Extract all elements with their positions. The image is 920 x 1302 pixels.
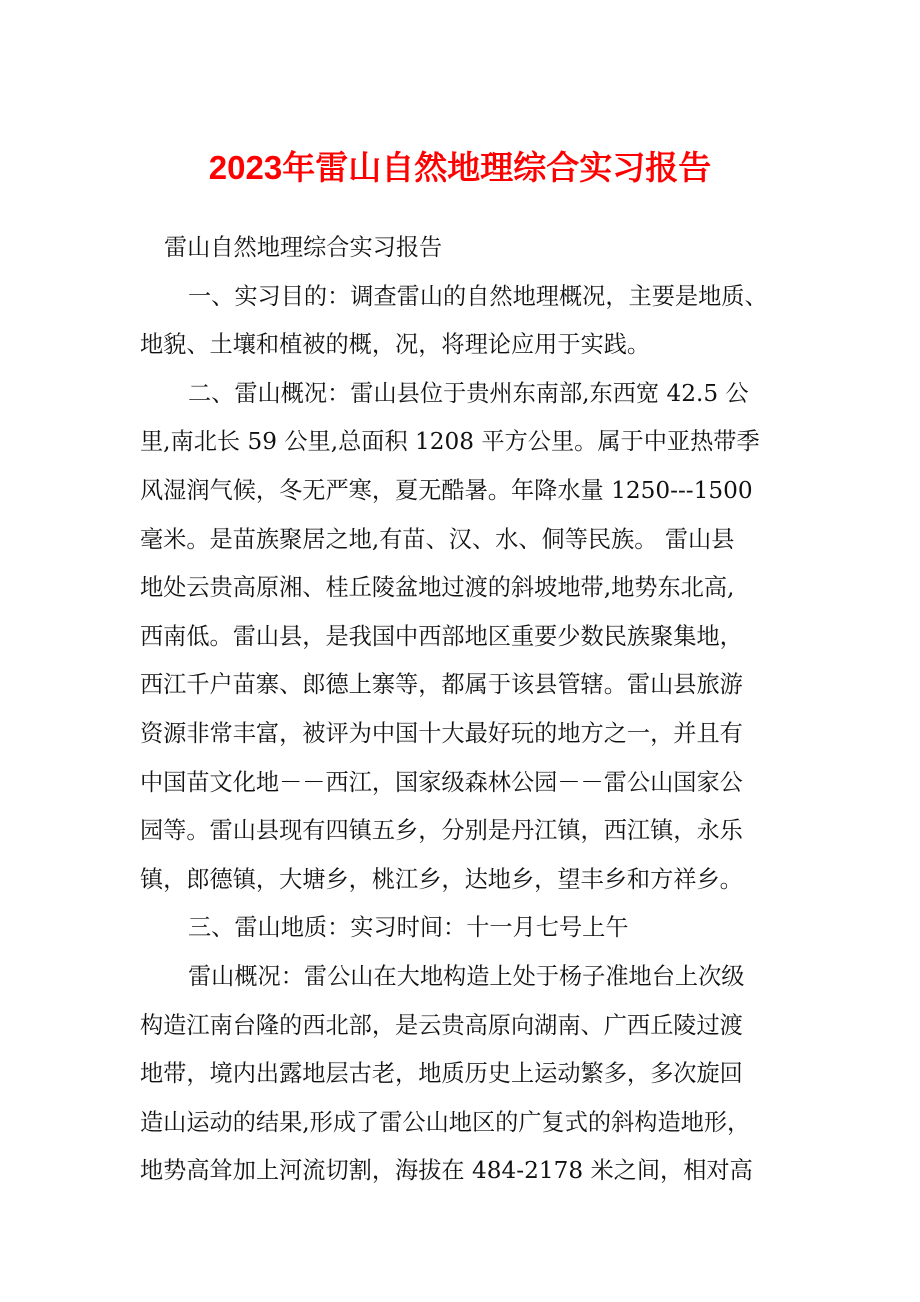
document-title: 2023年雷山自然地理综合实习报告 bbox=[208, 149, 712, 186]
text-line: 地貌、土壤和植被的概，况，将理论应用于实践。 bbox=[140, 331, 651, 359]
text-line: 资源非常丰富，被评为中国十大最好玩的地方之一，并且有 bbox=[140, 719, 743, 747]
text-line: 西南低。雷山县，是我国中西部地区重要少数民族聚集地， bbox=[140, 622, 743, 650]
text-line: 一、实习目的：调查雷山的自然地理概况，主要是地质、 bbox=[188, 282, 768, 310]
text-line: 里,南北长 59 公里,总面积 1208 平方公里。属于中亚热带季 bbox=[140, 428, 760, 456]
text-line: 造山运动的结果,形成了雷公山地区的广复式的斜构造地形， bbox=[140, 1108, 751, 1136]
text-line: 毫米。是苗族聚居之地,有苗、汉、水、侗等民族。 雷山县 bbox=[140, 525, 735, 553]
text-line: 雷山概况：雷公山在大地构造上处于杨子准地台上次级 bbox=[188, 962, 745, 990]
text-line: 园等。雷山县现有四镇五乡，分别是丹江镇，西江镇，永乐 bbox=[140, 817, 743, 845]
text-line: 地处云贵高原湘、桂丘陵盆地过渡的斜坡地带,地势东北高, bbox=[140, 574, 735, 602]
text-line: 中国苗文化地－－西江，国家级森林公园－－雷公山国家公 bbox=[140, 768, 743, 796]
text-line: 西江千户苗寨、郎德上寨等，都属于该县管辖。雷山县旅游 bbox=[140, 671, 743, 699]
text-line: 地势高耸加上河流切割，海拔在 484-2178 米之间，相对高 bbox=[140, 1157, 753, 1185]
text-line: 三、雷山地质：实习时间：十一月七号上午 bbox=[188, 914, 629, 942]
text-line: 构造江南台隆的西北部，是云贵高原向湖南、广西丘陵过渡 bbox=[140, 1011, 743, 1039]
text-line: 风湿润气候，冬无严寒，夏无酷暑。年降水量 1250---1500 bbox=[140, 476, 753, 504]
text-line: 二、雷山概况：雷山县位于贵州东南部,东西宽 42.5 公 bbox=[188, 379, 749, 407]
text-line: 雷山自然地理综合实习报告 bbox=[164, 234, 443, 261]
text-line: 镇，郎德镇，大塘乡，桃江乡，达地乡，望丰乡和方祥乡。 bbox=[140, 865, 743, 893]
document-body bbox=[140, 224, 790, 1196]
text-line: 地带，境内出露地层古老，地质历史上运动繁多，多次旋回 bbox=[140, 1060, 743, 1088]
